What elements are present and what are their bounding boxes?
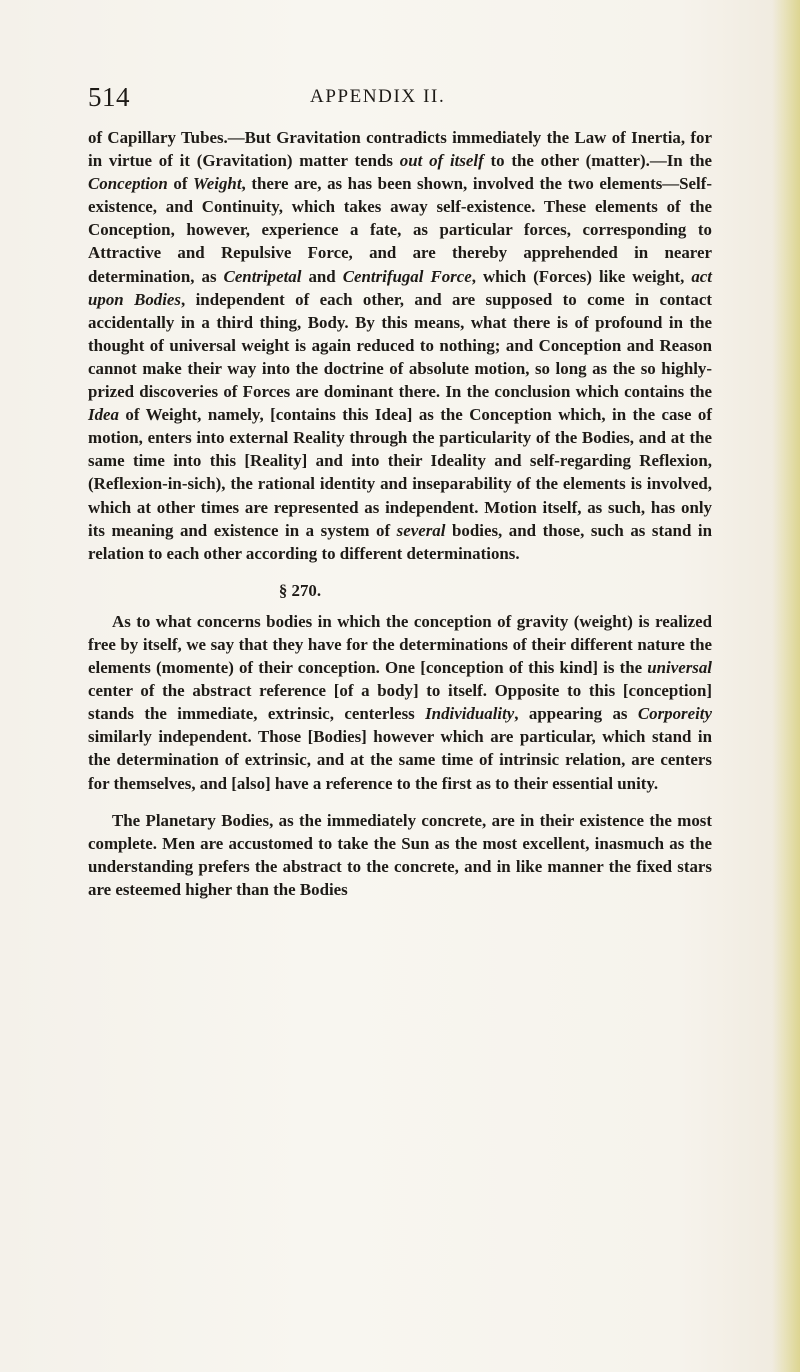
text-run: , there are, as has been shown, involved the two elements—Self-existence, and Continuity, which takes away self-existence. These elements of the Conception, however, experience a fate, as particular forces, corresponding to Attractive and Repulsive Force, and are thereby apprehended in nearer determination, as	[88, 174, 712, 286]
emphasized-text: Centripetal	[223, 266, 302, 286]
text-run: of Weight, namely, [contains this Idea] as the Conception which, in the case of motion, enters into external Reality through the particularity of the Bodies, and at the same time into this [Reality] and into their Ideality and self-regarding Reflexion, (Reflexion-in-sich), the rational identity and inseparability of the elements is involved, which at other times are represented as independent. Motion itself, as such, has only its meaning and existence in a system of	[88, 405, 712, 540]
text-run: to the other (matter).—In the	[483, 151, 712, 171]
section-heading: § 270.	[278, 580, 322, 600]
emphasized-text: Conception	[88, 174, 168, 194]
emphasized-text: several	[396, 520, 446, 540]
emphasized-text: universal	[647, 658, 712, 678]
text-run: , which (Forces) like weight,	[471, 266, 692, 286]
text-run: , appearing as	[514, 704, 638, 724]
text-run: bodies, and those, such as stand in relation to each other according to different determinations.	[88, 520, 712, 563]
emphasized-text: Idea	[88, 405, 119, 425]
text-run: similarly independent. Those [Bodies] however which are particular, which stand in the determination of extrinsic, and at the same time of intrinsic relation, are centers for themselves, and [also] have a reference to the first as to their essential unity.	[88, 727, 712, 793]
emphasized-text: Weight	[193, 174, 242, 194]
running-head: APPENDIX II.	[310, 86, 446, 107]
paragraph-section-270	[88, 610, 712, 795]
text-run: , independent of each other, and are supposed to come in contact accidentally in a third thing, Body. By this means, what there is of profound in the thought of universal weight is again reduced to nothing; and Conception and Reason cannot make their way into the doctrine of absolute motion, so long as the so highly-prized discoveries of Forces are dominant there. In the conclusion which contains the	[88, 289, 712, 402]
page-number: 514	[88, 82, 130, 112]
emphasized-text: Centrifugal Force	[342, 266, 472, 286]
page-edge-stain	[772, 0, 800, 1372]
emphasized-text: Corporeity	[637, 704, 712, 724]
emphasized-text: Individuality	[425, 704, 515, 724]
emphasized-text: act upon Bodies	[88, 266, 712, 309]
page-header	[88, 82, 708, 116]
text-run: and	[301, 266, 343, 286]
text-run: of Capillary Tubes.—But Gravitation contradicts immediately the Law of Inertia, for in virtue of it (Gravitation) matter tends	[88, 128, 712, 171]
body-text	[88, 126, 712, 901]
text-run: of	[167, 174, 194, 194]
text-run: As to what concerns bodies in which the conception of gravity (weight) is realized free by itself, we say that they have for the determinations of their different nature the elements (momente) of their conception. One [conception of this kind] is the	[88, 611, 712, 678]
paragraph-continuation	[88, 126, 712, 565]
emphasized-text: out of itself	[399, 151, 484, 171]
paragraph-gap	[88, 795, 712, 809]
text-run: center of the abstract reference [of a body] to itself. Opposite to this [conception] stands the immediate, extrinsic, centerless	[88, 681, 712, 724]
text-run: The Planetary Bodies, as the immediately concrete, are in their existence the most complete. Men are accustomed to take the Sun as the most excellent, inasmuch as the understanding prefers the abstract to the concrete, and in like manner the fixed stars are esteemed higher than the Bodies	[88, 810, 712, 899]
paragraph-planetary-bodies	[88, 809, 712, 901]
